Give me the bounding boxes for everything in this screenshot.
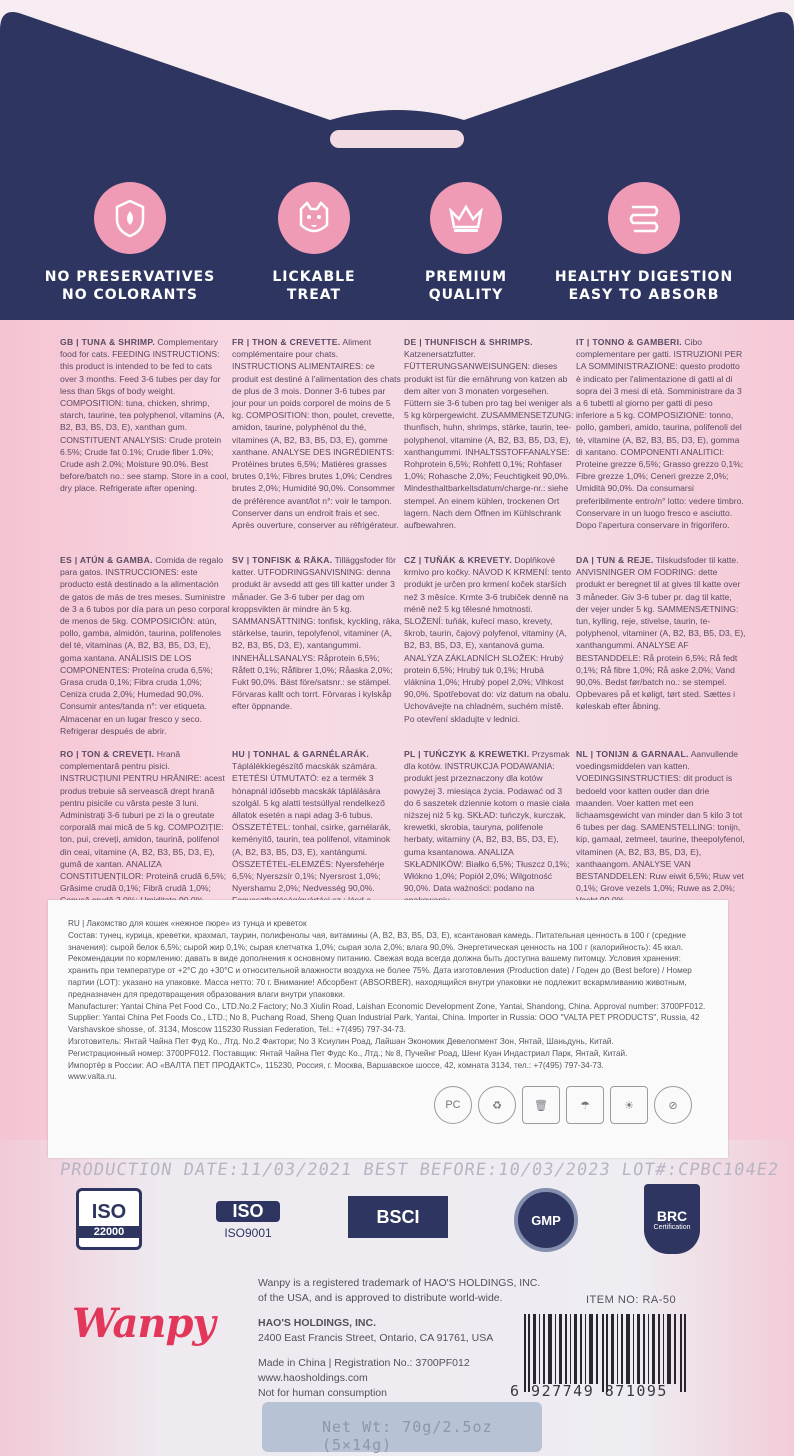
barcode-number: 6 927749 871095 [510, 1382, 668, 1400]
made-in: Made in China | Registration No.: 3700PF012 [258, 1357, 470, 1369]
sun-icon: ☀ [610, 1086, 648, 1124]
feature-no-preservatives [30, 182, 230, 304]
certification-row [0, 1188, 794, 1278]
feature-line2: NO COLORANTS [62, 287, 198, 303]
wanpy-logo: Wanpy [72, 1300, 215, 1347]
umbrella-icon: ☂ [566, 1086, 604, 1124]
feature-line2: TREAT [286, 287, 342, 303]
lang-body: Comida de regalo para gatos. INSTRUCCIONES: este producto está destinado a la alimentación de gatos de más de tres meses. Suministre de 3 a 6 tubos por día para un peso corporal de menos de 5kg. COMPOSICIÓN: atún, pollo, gamba, almidón, taurina, polifenoles del té, vitaminas (A, B2, B3, B5, D3, E), goma xantana. ANÁLISIS DE LOS COMPONENTES: Proteína cruda 6,5%; Grasa cruda 0,1%; Fibra cruda 1,0%; Ceniza cruda 2,0%; Humedad 90,0%. Consumir antes/tanda n°: ver etiqueta. Almacenar en un lugar fresco y seco. Refrigerar después de abrir. [60, 555, 230, 736]
drop-shield-icon [94, 182, 166, 254]
net-weight: Net Wt: 70g/2.5oz (5×14g) [262, 1402, 542, 1452]
feature-line1: NO PRESERVATIVES [44, 269, 216, 285]
barcode [520, 1314, 690, 1392]
lang-heading: FR | THON & CREVETTE. [232, 337, 341, 347]
lang-block-it [576, 336, 746, 532]
bin-icon: 🗑 [522, 1086, 560, 1124]
iso9001-logo [212, 1188, 284, 1252]
lang-body: Przysmak dla kotów. INSTRUKCJA PODAWANIA: produkt jest przeznaczony dla kotów powyżej 3. miesiąca życia. Podawać od 3 do 6 saszetek dziennie kotom o masie ciała niższej niż 5 kg. SKŁAD: tuńczyk, kurczak, krewetki, skrobia, tauryna, polifenole herbaty, witaminy (A, B2, B3, B5, D3, E), guma ksantanowa. ANALIZA SKŁADNIKÓW: Białko 6,5%; Tłuszcz 0,1%; Włókno 1,0%; Popiół 2,0%; Wilgotność 90,0%. Data ważności: podano na [404, 749, 570, 894]
sticker-manufacturer: Manufacturer: Yantai China Pet Food Co., LTD.No.2 Factory; No.3 Xiulin Road, Laishan Economic Development Zone, Yantai, Shandong, China. Approval number: 3700PF012. Supplier: Yantai China Pet Foods Co., LTD.; No 8, Puchang Road, Sheng Quan Industrial Park, Yantai, China. Importer in Russia: ООО "VALTA PET PRODUCTS", Russia, 42 Varshavskoe shosse, of. 3134, Moscow 115230 Russian Federation, Tel.: +7(495) 797-34-73. [68, 1001, 706, 1035]
brc-logo [644, 1184, 700, 1254]
lang-body: Aliment complémentaire pour chats. INSTRUCTIONS ALIMENTAIRES: ce produit est destiné à l'alimentation des chats de plus de 3 mois. Donner 3-6 tubes par jour pour un poids corporel de moins de 5 kg. COMPOSITION: thon, poulet, crevette, amidon, taurine, polyphénol du thé, vitamines (A, B2, B3, B5, D3, E), gomme xanthane. ANALYSE DES INGRÉDIENTS: Protéines brutes 6,5%; Matières grasses brutes 0,1%; Fibres brutes 1,0%; Cendres brutes 2,0%; Humidité 90,0%. Consommer de préférence avant/lot n°: voir le tampon. Conserver dans un endroit frais et sec. Après ouverture, conserver au réfrigérateur. [232, 337, 401, 531]
feature-line2: EASY TO ABSORB [568, 287, 720, 303]
intestine-icon [608, 182, 680, 254]
sticker-ru-title: RU | Лакомство для кошек «нежное пюре» из тунца и креветок [68, 919, 307, 928]
lang-body: Cibo complementare per gatti. ISTRUZIONI PER LA SOMMINISTRAZIONE: questo prodotto è indicato per l'alimentazione di gatti al di sopra dei 3 mesi di età. Somministrare da 3 a 6 tubetti al giorno per gatti di peso inferiore a 5 kg. COMPOSIZIONE: tonno, pollo, gamberi, amido, taurina, polifenoli del tè, vitamine (A, B2, B3, B5, D3, E), gomma di xantano. COMPONENTI ANALITICI: Proteine grezze 6,5%; Grasso grezzo 0,1%; Fibre grezze 1,0%; Ceneri grezze 2,0%; Umidità 90,0%. Da consumarsi preferibilmente entro/n° lotto: vedere timbro. Conservare in un luogo fresco e asciutto. Dopo l'apertura conservare in frigorifero. [576, 337, 744, 531]
lang-block-cz [404, 554, 574, 734]
item-number: ITEM NO: RA-50 [586, 1294, 677, 1306]
feature-line2: QUALITY [428, 287, 504, 303]
cert-label: BRC [656, 1207, 688, 1224]
lang-body: Doplňkové krmivo pro kočky. NÁVOD K KRMENÍ: tento produkt je určen pro krmení koček starších než 3 měsíce. Krmte 3-6 trubiček denně na méně než 5 kg tělesné hmotnosti. SLOŽENÍ: tuňák, kuřecí maso, krevety, škrob, taurin, čajový polyfenol, vitaminy (A, B2, B3, B5, D3, E), xantanová guma. ANALÝZA ZÁKLADNÍCH SLOŽEK: Hrubý protein 6,5%; Hrubý tuk 0,1%; Hrubá vláknina 1,0%; Hrubý popel 2,0%; Vlhkost 90,0%. Spotřebovat do: viz datum na obalu. Uchovávejte na chladném, suchém místě. Po otevření skladujte v lednici. [404, 555, 571, 724]
crown-icon [430, 182, 502, 254]
lang-block-gb [60, 336, 230, 532]
lang-body: Katzenersatzfutter. FÜTTERUNGSANWEISUNGEN: dieses produkt ist für die ernährung von katzen ab dem alter von 3 monaten vorgesehen. Füttern sie 3-6 tuben pro tag bei weniger als 5 kg körpergewicht. ZUSAMMENSETZUNG: thunfisch, huhn, shrimps, stärke, taurin, tee-polyphenol, vitamine (A, B2, B3, B5, D3, E), xanthangummi. INHALTSSTOFFANALYSE: Rohprotein 6,5%; Rohfett 0,1%; Rohfaser 1,0%; Rohasche 2,0%; Feuchtigkeit 90,0%. Mindesthaltbarkeitsdatum/charge-nr.: siehe stempel. An einem kühlen, trockenen Ort lagern. Nach dem Öffnen im Kühlschrank aufbewahren. [404, 349, 574, 531]
lang-heading: HU | TONHAL & GARNÉLARÁK. [232, 749, 370, 759]
lang-heading: GB | TUNA & SHRIMP. [60, 337, 156, 347]
lang-block-nl [576, 748, 746, 902]
lang-block-sv [232, 554, 402, 734]
lang-heading: DE | THUNFISCH & SHRIMPS. [404, 337, 533, 347]
iso22000-logo [76, 1188, 142, 1250]
sticker-ru-importer: Импортёр в России: АО «ВАЛТА ПЕТ ПРОДАКТС», 115230, Россия, г. Москва, Варшавское шоссе, 42, комната 3134, тел.: +7(495) 797-34-73. [68, 1060, 604, 1070]
production-print: PRODUCTION DATE:11/03/2021 BEST BEFORE:10/03/2023 LOT#:CPBC104E2 [58, 1160, 781, 1180]
lang-block-da [576, 554, 746, 734]
lang-heading: CZ | TUŇÁK & KREVETY. [404, 555, 513, 565]
lang-block-fr [232, 336, 402, 532]
lang-heading: PL | TUŃCZYK & KREWETKI. [404, 749, 530, 759]
feature-row [0, 182, 794, 312]
trademark-text: Wanpy is a registered trademark of HAO'S HOLDINGS, INC. of the USA, and is approved to distribute world-wide. [258, 1277, 541, 1304]
pct-mark-icon: РС [434, 1086, 472, 1124]
lang-body: Hrană complementară pentru pisici. INSTRUCȚIUNI PENTRU HRĂNIRE: acest produs trebuie să servească drept hrană pentru pisicile cu vârsta peste 3 luni. Administrați 3-6 tuburi pe zi la o greutate corporală mai mică de 5 kg. COMPOZIȚIE: ton, pui, creveți, amidon, taurină, polifenol din ceai, vitamine (A, B2, B3, B5, D3, E), gumă de xantan. ANALIZA CONSTITUENȚILOR: Proteină crudă 6,5%; Grăsime crudă 0,1%; Fibră crudă 1,0%; [60, 749, 227, 894]
lang-heading: ES | ATÚN & GAMBA. [60, 555, 153, 565]
cert-label: BSCI [376, 1206, 420, 1227]
sticker-ru-maker: Изготовитель: Янтай Чайна Пет Фуд Ко., Лтд. No.2 Фактори; No 3 Ксиулин Роад, Лайшан Экономик Девелопмент Зон, Янтай, Шаньдунь, Китай. [68, 1036, 614, 1046]
feature-line1: HEALTHY DIGESTION [554, 269, 734, 285]
lang-block-es [60, 554, 230, 734]
company-info [258, 1276, 548, 1401]
company-address: 2400 East Francis Street, Ontario, CA 91761, USA [258, 1332, 494, 1344]
cat-face-icon [278, 182, 350, 254]
cert-label: GMP [531, 1212, 561, 1228]
cert-sub: Certification [653, 1223, 691, 1231]
company-web: www.haosholdings.com [258, 1372, 368, 1384]
no-eat-icon: ⊘ [654, 1086, 692, 1124]
cert-sub: 22000 [79, 1226, 139, 1238]
bsci-logo [348, 1196, 448, 1238]
lang-heading: DA | TUN & REJE. [576, 555, 654, 565]
lang-heading: SV | TONFISK & RÄKA. [232, 555, 333, 565]
sticker-text [68, 918, 708, 1083]
lang-block-pl [404, 748, 574, 902]
gmp-logo [514, 1188, 578, 1252]
recycle-icon: ♻ [478, 1086, 516, 1124]
cert-sub: ISO9001 [224, 1225, 272, 1240]
brand-area [0, 1272, 794, 1456]
feature-line1: LICKABLE [272, 269, 356, 285]
feature-digestion [544, 182, 744, 304]
feature-premium [366, 182, 566, 304]
feature-line1: PREMIUM [424, 269, 508, 285]
lang-body: Táplálékkiegészítő macskák számára. ETETÉSI ÚTMUTATÓ: ez a termék 3 hónapnál idősebb macskák táplálására szolgál. 5 kg alatti testsúllyal rendelkező állatok esetén a napi adag 3-6 tubus. ÖSSZETÉTEL: tonhal, csirke, garnélarák, keményítő, taurin, tea polifenol, vitaminok (A, B2, B3, B5, D3, E), xantángumi. ÖSSZETÉTEL-ELEMZÉS: Nyersfehérje 6,5%; Nyerszsír 0,1%; Nyersrost 1,0%; Nyershamu 2,0%; Nedvesség 90,0%. [232, 761, 392, 894]
cert-label: ISO [216, 1201, 280, 1222]
lang-block-ro [60, 748, 230, 902]
lang-block-de [404, 336, 574, 532]
lang-body: Tilläggsfoder för katter. UTFODRINGSANVISNING: denna produkt är avsedd att ges till katter under 3 månader. Ge 3-6 tuber per dag om kroppsvikten är mindre än 5 kg. SAMMANSÄTTNING: tonfisk, kyckling, räka, stärkelse, taurin, tepolyfenol, vitaminer (A, B2, B3, B5, D3, E), xantangummi. INNEHÅLLSANALYS: Råprotein 6,5%; Råfett 0,1%; Råfibrer 1,0%; Råaska 2,0%; Fukt 90,0%. Bäst före/satsnr.: se stämpel. Förvaras kallt och torrt. Förvaras i kylskåp efter öppnande. [232, 555, 402, 712]
cert-label: ISO [91, 1200, 127, 1223]
lang-body: Complementary food for cats. FEEDING INSTRUCTIONS: this product is intended to be fed to cats over 3 months. Feed 3-6 tubes per day for less than 5kgs of body weight. COMPOSITION: tuna, chicken, shrimp, starch, taurine, tea polyphenol, vitamins (A, B2, B3, B5, D3, E), xanthan gum. CONSTITUENT ANALYSIS: Crude protein 6.5%; Crude fat 0.1%; Crude fiber 1.0%; Crude ash 2.0%; Moisture 90.0%. Best before/batch no.: see stamp. Store in a cool, dry place. Refrigerate after opening. [60, 337, 229, 494]
lang-body: Aanvullende voedingsmiddelen van katten. VOEDINGSINSTRUCTIES: dit product is bedoeld voor katten ouder dan drie maanden. Voer katten met een lichaamsgewicht van minder dan 5 kilo 3 tot 6 tubes per dag. SAMENSTELLING: tonijn, kip, garnaal, zetmeel, taurine, theepolyfenol, vitaminen (A, B2, B3, B5, D3, E), xanthaangom. ANALYSE VAN BESTANDDELEN: Ruw eiwit 6,5%; Ruw vet 0,1%; Grove vezels 1,0%; Ruwe as 2,0%; [576, 749, 745, 894]
company-name: HAO'S HOLDINGS, INC. [258, 1317, 377, 1329]
lang-heading: NL | TONIJN & GARNAAL. [576, 749, 689, 759]
sticker-symbols [434, 1086, 692, 1124]
lang-body: Tilskudsfoder til katte. ANVISNINGER OM FODRING: dette produkt er beregnet til at gives til katte over 3 måneder. Giv 3-6 tuber pr. dag til katte, der vejer under 5 kg. SAMMENSÆTNING: tun, kylling, reje, stivelse, taurin, te-polyphenol, vitaminer (A, B2, B3, B5, D3, E), xanthangummi. ANALYSE AF BESTANDDELE: Rå protein 6,5%; Rå fedt 0,1%; Rå fibre 1,0%; Rå aske 2,0%; Vand 90,0%. Bedst før/batch no.: se stempel. Opbevares på et køligt, tørt sted. Sættes i køleskab efter åbning. [576, 555, 746, 712]
lang-heading: RO | TON & CREVEȚI. [60, 749, 155, 759]
lang-block-hu [232, 748, 402, 902]
russian-sticker [48, 900, 728, 1158]
lang-heading: IT | TONNO & GAMBERI. [576, 337, 682, 347]
sticker-composition: Состав: тунец, курица, креветки, крахмал, таурин, полифенолы чая, витамины (A, B2, B3, B5, D3, E), ксантановая камедь. Питательная ценность в 100 г (средние значения): сырой белок 6,5%; сырой жир 0,1%; сырая клетчатка 1,0%; сырая зола 2,0%; влага 90,0%. Энергетическая ценность на 100 г (калорийность): 45 ккал. Рекомендации по кормлению: давать в виде дополнения к основному питанию. Свежая вода всегда должна быть доступна вашему питомцу. Условия хранения: хранить при температуре от +2°С до +30°С и относительной влажности воздуха не более 75%. Дата изготовления (Production date) / Годен до (Best before) / Номер партии (LOT): указано на упаковке. Масса нетто: 70 г. Внимание! Абсорбент (ABSORBER), находящийся внутри упаковки не подлежит вскармливанию животным, предназначен для предотвращения образования влаги внутри упаковки. [68, 930, 692, 999]
sticker-ru-reg: Регистрационный номер: 3700PF012. Поставщик: Янтай Чайна Пет Фудс Ко., Лтд.; № 8, Пучейнг Роад, Шенг Куан Индастриал Парк, Янтай, Китай. [68, 1048, 628, 1058]
sticker-site: www.valta.ru. [68, 1072, 117, 1082]
not-human: Not for human consumption [258, 1387, 387, 1399]
